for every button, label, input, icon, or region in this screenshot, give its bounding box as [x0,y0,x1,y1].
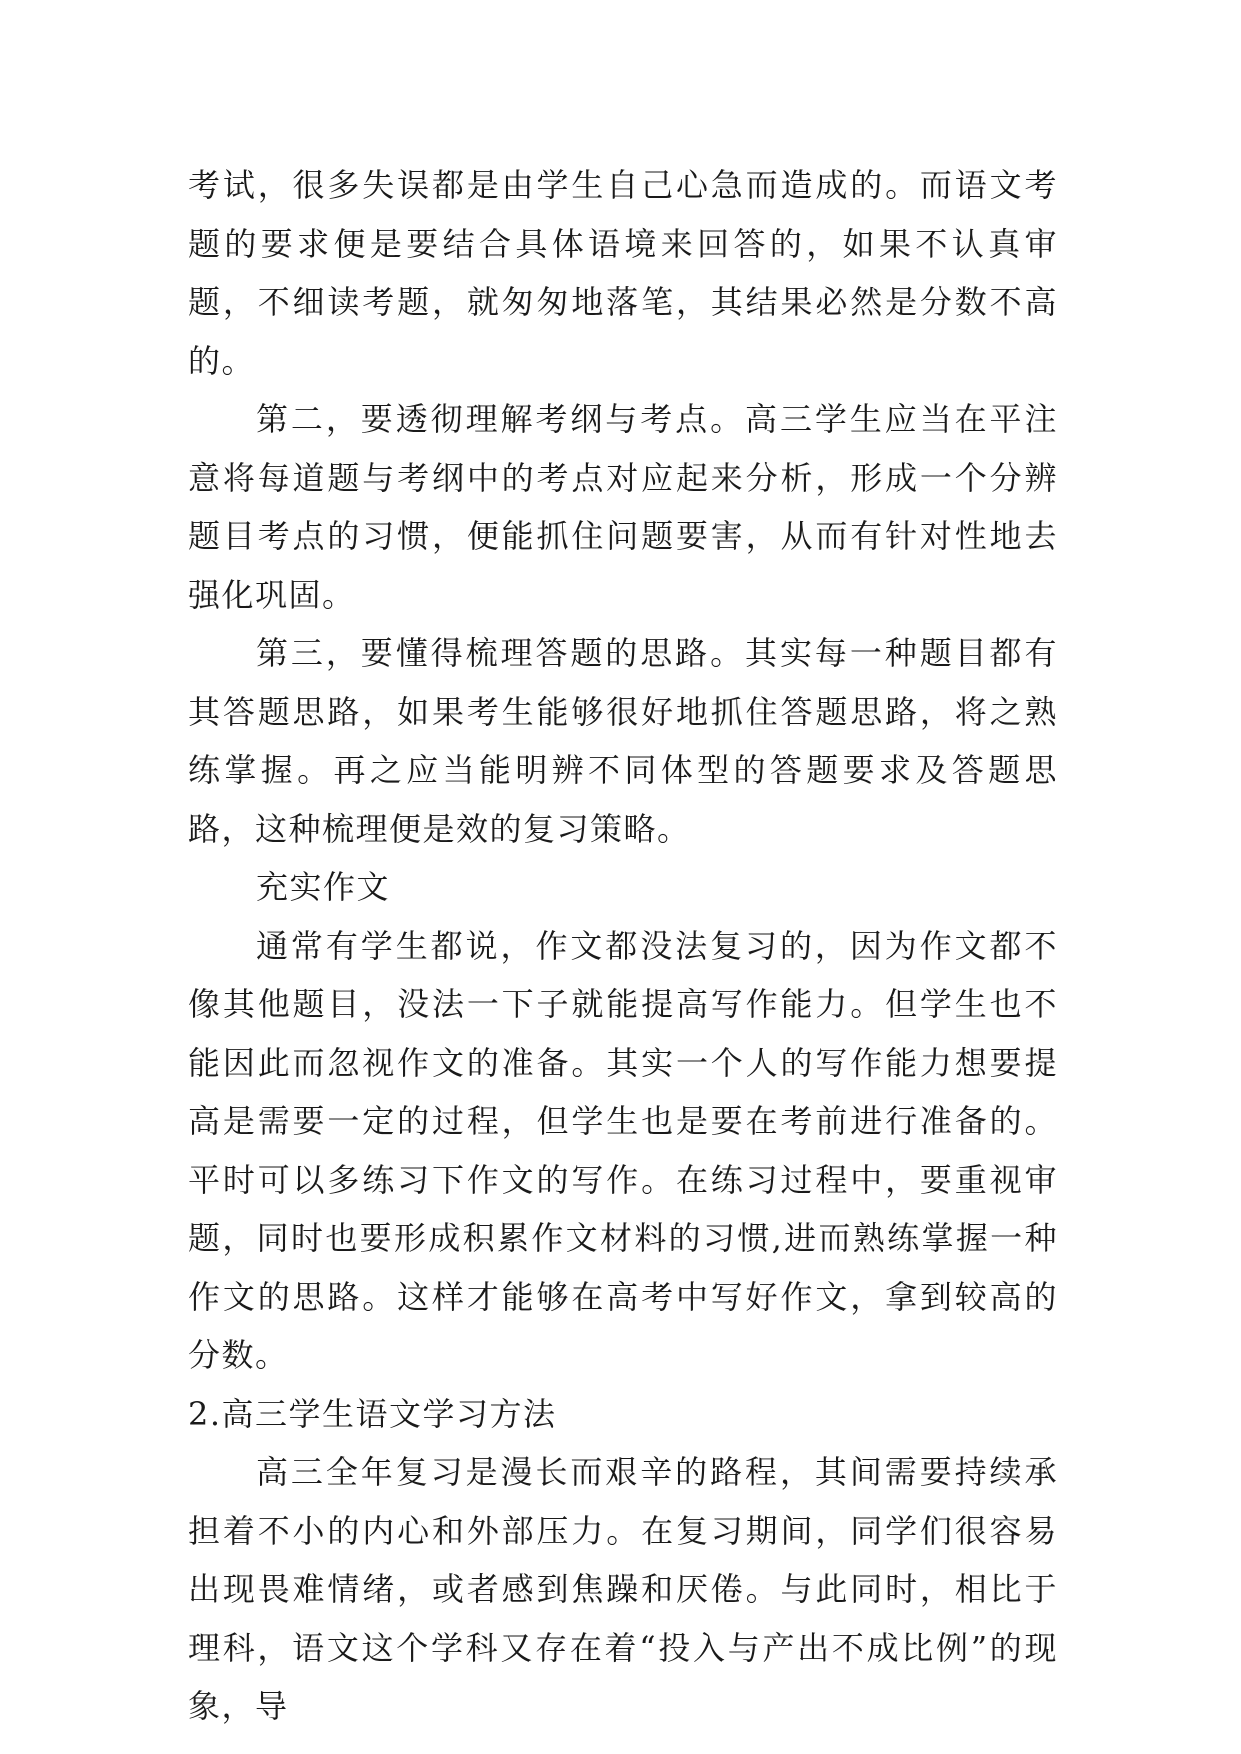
section-heading-study-methods: 2.高三学生语文学习方法 [188,1394,557,1433]
paragraph-study-methods: 高三全年复习是漫长而艰辛的路程，其间需要持续承担着不小的内心和外部压力。在复习期间，同学们很容易出现畏难情绪，或者感到焦躁和厌倦。与此同时，相比于理科，语文这个学科又存在着“投入与产出不成比例”的现象，导 [188,1453,1058,1725]
paragraph-composition: 通常有学生都说，作文都没法复习的，因为作文都不像其他题目，没法一下子就能提高写作能力。但学生也不能因此而忽视作文的准备。其实一个人的写作能力想要提高是需要一定的过程，但学生也是要在考前进行准备的。平时可以多练习下作文的写作。在练习过程中，要重视审题，同时也要形成积累作文材料的习惯,进而熟练掌握一种作文的思路。这样才能够在高考中写好作文，拿到较高的分数。 [188,926,1058,1374]
document-body [188,156,1058,1736]
paragraph-exam-carelessness: 考试，很多失误都是由学生自己心急而造成的。而语文考题的要求便是要结合具体语境来回答的，如果不认真审题，不细读考题，就匆匆地落笔，其结果必然是分数不高的。 [188,166,1058,380]
section-heading-composition: 充实作文 [256,868,391,906]
paragraph-second-point: 第二，要透彻理解考纲与考点。高三学生应当在平注意将每道题与考纲中的考点对应起来分析，形成一个分辨题目考点的习惯，便能抓住问题要害，从而有针对性地去强化巩固。 [188,400,1058,614]
paragraph-third-point: 第三，要懂得梳理答题的思路。其实每一种题目都有其答题思路，如果考生能够很好地抓住答题思路，将之熟练掌握。再之应当能明辨不同体型的答题要求及答题思路，这种梳理便是效的复习策略。 [188,634,1058,848]
